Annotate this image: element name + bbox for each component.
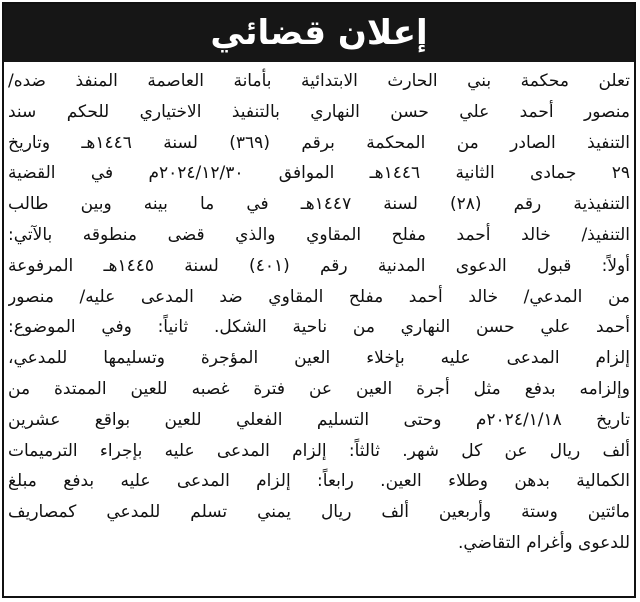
notice-line: ألف ريال عن كل شهر. ثالثاً: إلزام المدعى عليه بإجراء الترميمات: [8, 440, 630, 461]
notice-line: تاريخ ٢٠٢٤/١/١٨م وحتى التسليم الفعلي للعين بواقع عشرين: [8, 409, 630, 430]
judicial-notice: [2, 2, 636, 598]
notice-body: [8, 66, 630, 559]
notice-title: إعلان قضائي: [210, 13, 428, 53]
notice-line: التنفيذية رقم (٢٨) لسنة ١٤٤٧هـ في ما بينه وبين طالب: [8, 194, 630, 215]
notice-line: منصور أحمد علي حسن النهاري بالتنفيذ الاختياري للحكم سند: [8, 101, 630, 122]
notice-line: مائتين وستة وأربعين ألف ريال يمني تسلم للمدعي كمصاريف: [8, 502, 630, 523]
notice-line: من المدعي/ خالد أحمد مفلح المقاوي ضد المدعى عليه/ منصور: [8, 286, 630, 307]
notice-line: تعلن محكمة بني الحارث الابتدائية بأمانة العاصمة المنفذ ضده/: [8, 71, 630, 91]
notice-line: وإلزامه بدفع مثل أجرة العين عن فترة غصبه للعين الممتدة من: [8, 378, 630, 399]
title-banner: [4, 4, 634, 62]
notice-line: ٢٩ جمادى الثانية ١٤٤٦هـ الموافق ٢٠٢٤/١٢/٣٠م في القضية: [8, 163, 630, 184]
notice-line: الكمالية بدهن وطلاء العين. رابعاً: إلزام المدعى عليه بدفع مبلغ: [8, 471, 630, 492]
notice-line: التنفيذ الصادر من المحكمة برقم (٣٦٩) لسنة ١٤٤٦هـ وتاريخ: [8, 132, 630, 153]
notice-line: التنفيذ/ خالد أحمد مفلح المقاوي والذي قضى منطوقه بالآتي:: [8, 224, 630, 245]
notice-line: للدعوى وأغرام التقاضي.: [457, 532, 630, 553]
notice-line: إلزام المدعى عليه بإخلاء العين المؤجرة وتسليمها للمدعي،: [8, 348, 630, 369]
notice-line: أحمد علي حسن النهاري من ناحية الشكل. ثانياً: وفي الموضوع:: [8, 317, 630, 338]
notice-line: أولاً: قبول الدعوى المدنية رقم (٤٠١) لسنة ١٤٤٥هـ المرفوعة: [8, 255, 630, 276]
